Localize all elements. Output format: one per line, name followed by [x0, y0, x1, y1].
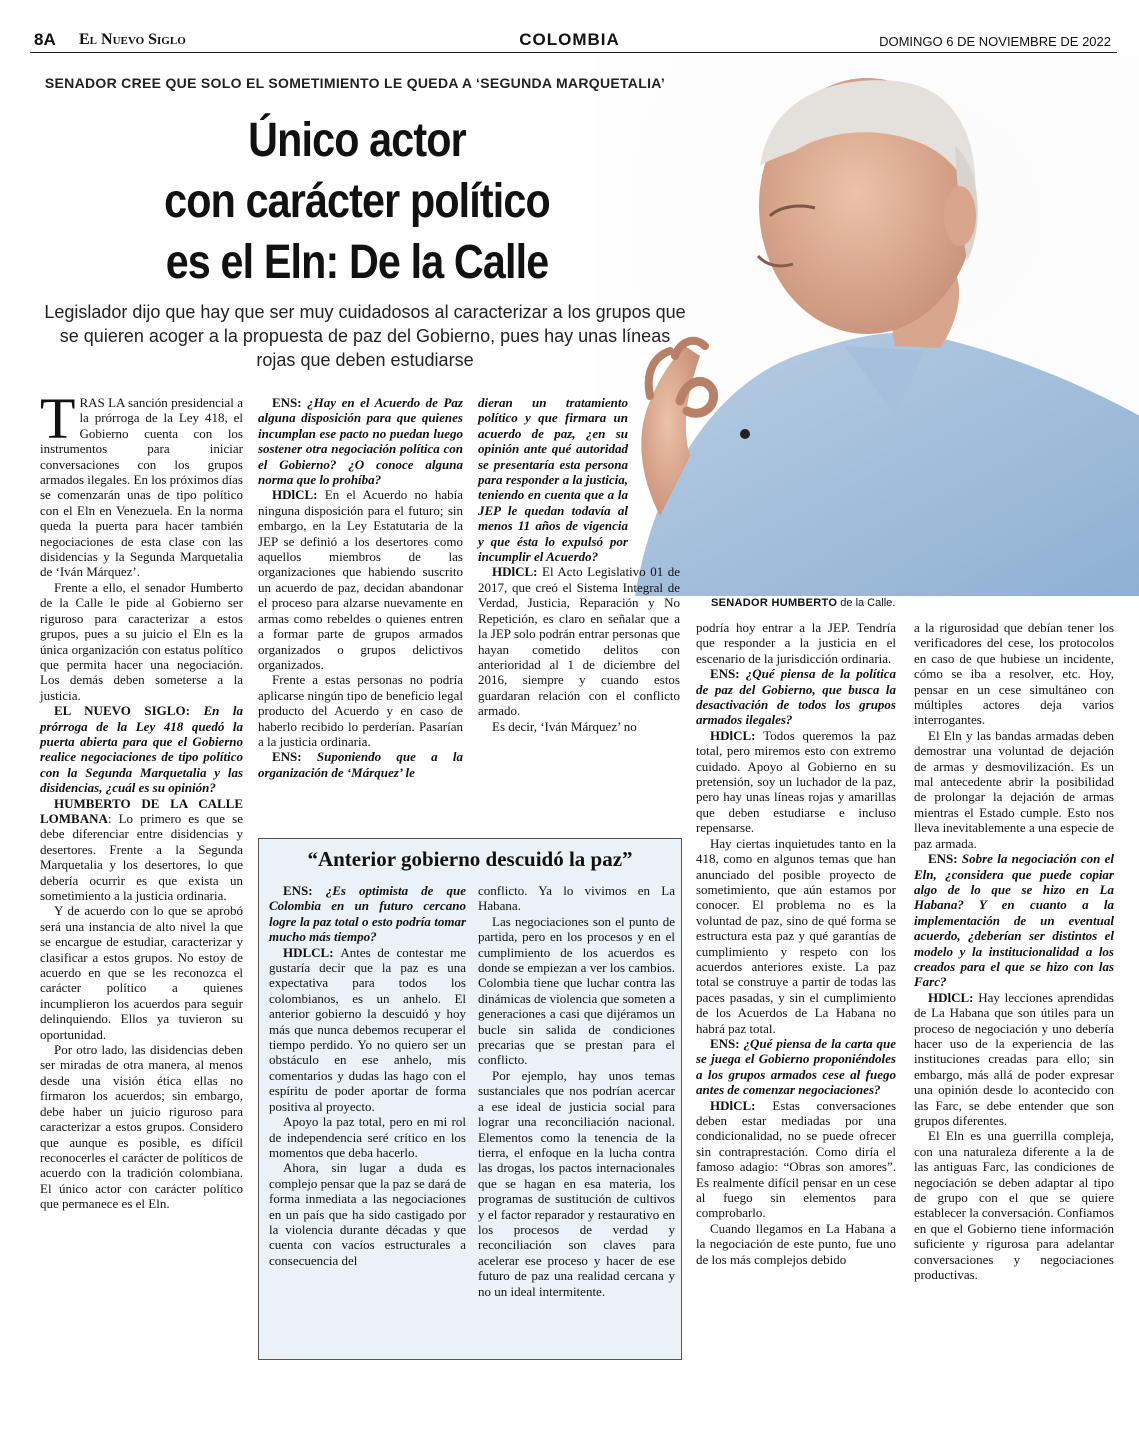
question-lead: ENS:	[710, 666, 746, 682]
headline	[76, 110, 638, 293]
lead-text: RAS LA sanción presidencial a la prórroga de la Ley 418, el Gobierno cuenta con los instrumentos para iniciar conversaciones con los grupos armados ilegales. En los próximos días se comenzarán unas de tipo político con el Eln en Venezuela. En la norma queda la puerta para hacer también negociaciones de esta clase con las disidencias y la Segunda Marquetalia de ‘Iván Márquez’.	[40, 395, 243, 580]
article-column-1	[40, 386, 244, 1212]
headline-line-2: con carácter político	[164, 175, 550, 228]
answer	[696, 728, 896, 836]
box-title: “Anterior gobierno descuidó la paz”	[307, 847, 633, 871]
headline-line-3: es el Eln: De la Calle	[165, 236, 549, 289]
answer-lead: HDlCL:	[492, 564, 543, 580]
question-lead: ENS:	[928, 851, 962, 867]
article-column-4	[696, 620, 896, 1267]
section-name: COLOMBIA	[519, 30, 620, 49]
box-column-2	[478, 883, 675, 1299]
paragraph: Es decir, ‘Iván Márquez’ no	[492, 718, 637, 734]
question-text: ¿Qué piensa de la carta que se juega el Gobierno proponiéndoles a los grupos armados cese al fuego antes de comenzar negociaciones?	[696, 1035, 896, 1098]
question	[914, 851, 1114, 990]
answer-lead: HDLCL:	[283, 944, 341, 960]
page-number: 8A	[34, 30, 56, 49]
kicker: SENADOR CREE QUE SOLO EL SOMETIMIENTO LE QUEDA A ‘SEGUNDA MARQUETALIA’	[44, 75, 666, 91]
question	[696, 1036, 896, 1098]
question-continued: dieran un tratamiento político y que firmara un acuerdo de paz, ¿en su opinión ante qué autoridad se presentaría esta persona para responder a la justicia, teniendo en cuenta que a la JEP le quedan todavía al menos 11 años de vigencia y que ésta lo expulsó por incumplir el Acuerdo?	[478, 395, 628, 565]
answer-text: Todos queremos la paz total, pero miremos esto con extremo cuidado. Apoyo al Gobierno en su pretensión, soy un luchador de la paz, pero hay unas líneas rojas y amarillas que deben estudiarse e incluso repensarse.	[696, 727, 896, 836]
answer-text: : Lo primero es que se debe diferenciar entre disidencias y desertores. Frente a la Segunda Marquetalia y los desertores, lo que debería ocurrir es que exista un sometimiento a la justicia ordinaria.	[40, 810, 243, 903]
caption-bold: SENADOR HUMBERTO	[711, 597, 838, 609]
paragraph: Y de acuerdo con lo que se aprobó será una instancia de alto nivel la que se encargue de estudiar, caracterizar y clasificar a estos grupos. No estoy de acuerdo en que se les reconozca el carácter político a quienes incumplieron los acuerdos para seguir delinquiendo. Ellos ya tuvieron su oportunidad.	[40, 903, 243, 1042]
answer	[696, 1098, 896, 1221]
issue-date: DOMINGO 6 DE NOVIEMBRE DE 2022	[879, 34, 1111, 49]
paragraph: podría hoy entrar a la JEP. Tendría que responder a la justicia en el escenario de la jurisdicción ordinaria.	[696, 620, 896, 666]
article-column-5	[914, 620, 1114, 1282]
question-text: ¿Es optimista de que Colombia en un futuro cercano logre la paz total o esto podría tomar mucho más tiempo?	[269, 883, 466, 945]
question-lead: ENS:	[283, 883, 326, 898]
newspaper-name: El Nuevo Siglo	[79, 31, 186, 48]
drop-cap: T	[40, 386, 76, 451]
question	[696, 666, 896, 728]
question-lead: ENS:	[710, 1035, 744, 1051]
subheadline: Legislador dijo que hay que ser muy cuidadosos al caracterizar a los grupos que se quieren acoger a la propuesta de paz del Gobierno, pues hay unas líneas rojas que deben estudiarse	[44, 302, 686, 370]
lead-paragraph	[40, 386, 243, 580]
caption-rest: de la Calle.	[837, 597, 896, 609]
paragraph: Las negociaciones son el punto de partida, pero en los procesos y en el cumplimiento de los acuerdos es donde se empiezan a ver los cambios. Colombia tiene que luchar contra las dinámicas de violencia que someten a generaciones a casi que dijéramos un bucle sin salida de condiciones precarias que se prestan para el conflicto.	[478, 913, 675, 1068]
answer-lead: HDlCL:	[928, 989, 979, 1005]
article-column-3	[478, 395, 680, 734]
sidebar-box	[258, 838, 682, 1360]
question	[258, 395, 463, 487]
paragraph: El Eln y las bandas armadas deben demostrar una voluntad de dejación de armas y desmovilización. Es un mal antecedente abrir la posibilidad de prolongar la dejación de armas mientras el Estado cumple. Esto nos lleva inevitablemente a una especie de paz armada.	[914, 727, 1114, 851]
answer-lead: HDlCL:	[272, 487, 325, 503]
answer	[258, 487, 463, 672]
paragraph: Apoyo la paz total, pero en mi rol de independencia seré crítico en los momentos que deba hacerlo.	[269, 1114, 466, 1160]
question-text: ¿Qué piensa de la política de paz del Gobierno, que busca la desactivación de todos los grupos armados ilegales?	[696, 666, 896, 728]
answer-text: Hay lecciones aprendidas de La Habana que son útiles para un proceso de negociación y uno debería hacer uso de la experiencia de las instituciones creadas para ello; sin embargo, más allá de poder expresar una opinión desde lo acontecido con las Farc, se debe entender que son grupos diferentes.	[914, 989, 1114, 1128]
question-lead: ENS:	[272, 749, 317, 765]
paragraph: El Eln es una guerrilla compleja, con una naturaleza diferente a la de las antiguas Farc, las condiciones de negociación se deben adaptar al tipo de grupo con el que se quiere establecer la conversación. Confiamos en que el Gobierno tiene información suficiente y rigurosa para adelantar conversaciones y negociaciones productivas.	[914, 1128, 1114, 1283]
paragraph: Por otro lado, las disidencias deben ser miradas de otra manera, al menos desde una visión ética ellas no firmaron los acuerdos; sin embargo, debe haber un juicio riguroso para caracterizar a estos grupos. Considero que aunque es posible, es difícil reconocerles el carácter de políticos de acuerdo con la tradición colombiana. El único actor con carácter político que permanece es el Eln.	[40, 1042, 243, 1212]
question	[40, 703, 243, 795]
answer-text: Estas conversaciones deben estar mediadas por una condicionalidad, no se puede ofrecer sin contraprestación. Como diría el famoso adagio: “Obras son amores”. Es realmente difícil pensar en un cese al fuego sin elementos para comprobarlo.	[696, 1097, 896, 1221]
question-lead: ENS:	[272, 395, 308, 410]
question	[269, 883, 466, 945]
question-text: Suponiendo que a la organización de ‘Márquez’ le	[258, 749, 463, 780]
article-column-2	[258, 395, 463, 780]
answer	[914, 990, 1114, 1129]
answer-lead: HUMBERTO DE LA CALLE LOMBANA	[40, 795, 243, 826]
question-text: Sobre la negociación con el Eln, ¿considera que puede copiar algo de lo que se hizo en La Habana? Y en cuanto a la implementación de un eventual acuerdo, ¿deberían ser distintos el modelo y la institucionalidad a los creados para el que se hizo con las Farc?	[914, 851, 1114, 990]
paragraph: Ahora, sin lugar a duda es complejo pensar que la paz se dará de forma inmediata a las negociaciones en un país que ha sido castigado por la violencia durante décadas y que cuenta con vacíos estructurales a consecuencia del	[269, 1160, 466, 1268]
question-text: ¿Hay en el Acuerdo de Paz alguna disposición para que quienes incumplan ese pacto no puedan luego sostener otra negociación política con el Gobierno? ¿O conoce alguna norma que lo prohíba?	[258, 395, 463, 488]
paragraph: conflicto. Ya lo vivimos en La Habana.	[478, 883, 675, 914]
photo-caption	[711, 597, 895, 609]
header-rule	[30, 52, 1117, 53]
paragraph: Frente a estas personas no podría aplicarse ningún tipo de beneficio legal producto del Acuerdo y en caso de haberlo recibido lo perderían. Pasarían a la justicia ordinaria.	[258, 672, 463, 749]
answer	[478, 564, 680, 718]
paragraph: Frente a ello, el senador Humberto de la Calle le pide al Gobierno ser riguroso para caracterizar a estos grupos, pues a su juicio el Eln es la única organización con estatus político que permita hacer una negociación. Los demás deben someterse a la justicia.	[40, 579, 243, 703]
question-text: En la prórroga de la Ley 418 quedó la puerta abierta para que el Gobierno realice negociaciones de tipo político con la Segunda Marquetalia y las disidencias, ¿cuál es su opinión?	[40, 703, 244, 796]
paragraph: Por ejemplo, hay unos temas sustanciales que nos podrían acercar a ese ideal de justicia social para lograr una reconciliación nacional. Elementos como la tenencia de la tierra, el enfoque en la lucha contra las drogas, los pactos internacionales que se hagan en esa materia, los programas de sustitución de cultivos y el factor reparador y restaurativo en los procesos de verdad y reconciliación son claves para acelerar ese proceso y hacer de ese futuro de paz una realidad cercana y no un ideal intermitente.	[478, 1067, 675, 1299]
answer-text: Antes de contestar me gustaría decir que la paz es una expectativa para todos los colombianos, es un anhelo. El anterior gobierno la descuidó y hoy más que nunca debemos recuperar el tiempo perdido. Yo no quiero ser un obstáculo en ese anhelo, mis comentarios y dudas las hago con el espíritu de poder aportar de forma positiva al proyecto.	[269, 944, 467, 1114]
answer-text: El Acto Legislativo 01 de 2017, que creó el Sistema Integral de Verdad, Justicia, Reparación y No Repetición, es claro en señalar que a la JEP solo podrán entrar personas que hayan cometido delitos con anterioridad al 1 de diciembre del 2016, siempre y cuando estos guardaran relación con el conflicto armado.	[478, 564, 680, 719]
question-lead: EL NUEVO SIGLO:	[54, 703, 204, 719]
headline-line-1: Único actor	[248, 114, 466, 167]
answer	[40, 796, 243, 904]
box-column-1	[269, 883, 466, 1268]
paragraph: Cuando llegamos en La Habana a la negociación de este punto, fue uno de los más complejos debido	[696, 1220, 896, 1267]
answer	[269, 945, 466, 1114]
answer-text: En el Acuerdo no había ninguna disposición para el futuro; sin embargo, en la Ley Estatutaria de la JEP se definió a los desertores como aquellos miembros de las organizaciones que habiendo suscrito un acuerdo de paz, decidan abandonar el proceso para alzarse nuevamente en armas como rebeldes o quienes entren a formar parte de grupos armados organizados o grupos delictivos organizados.	[258, 487, 463, 672]
answer-lead: HDlCL:	[710, 1097, 773, 1113]
paragraph: a la rigurosidad que debían tener los verificadores del cese, los protocolos en caso de que hubiese un incidente, cómo se iba a resolver, etc. Hoy, pensar en un cese simultáneo con múltiples actores deja varios interrogantes.	[914, 620, 1114, 728]
paragraph: Hay ciertas inquietudes tanto en la 418, como en algunos temas que han anunciado del posible proyecto de sometimiento, que aún estamos por conocer. El problema no es la voluntad de paz, sino de qué forma se estructura esta paz y qué garantías de cumplimiento y respeto con los acuerdos anteriores existe. La paz total se construye a partir de todas las paces pasadas, y sin el cumplimiento de los Acuerdos de La Habana no habrá paz total.	[696, 835, 896, 1036]
answer-lead: HDlCL:	[710, 727, 764, 743]
question	[258, 749, 463, 780]
